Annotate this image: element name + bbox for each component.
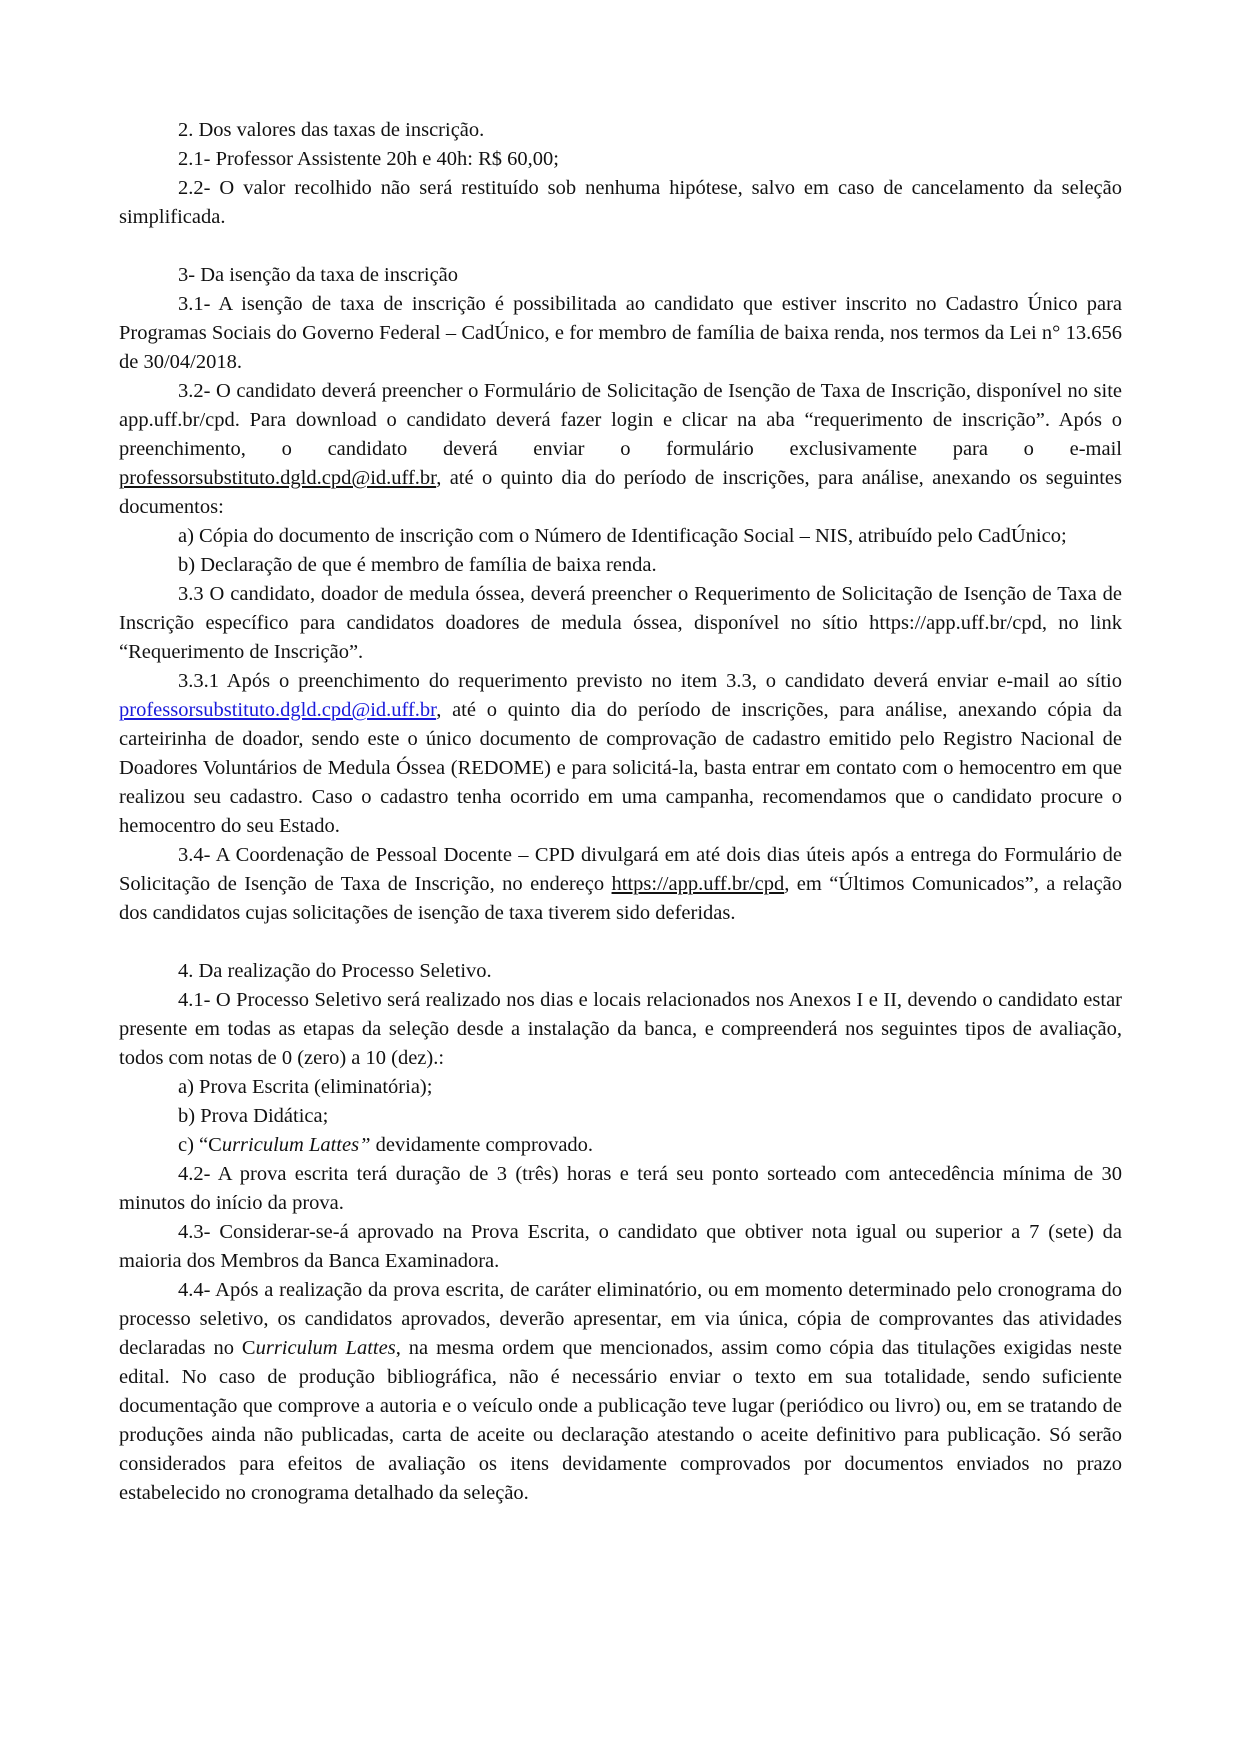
item-3-2-text-end: , até o quinto dia do período de inscrições, para análise, anexando os seguintes documentos: (119, 467, 1122, 518)
item-4-1-c (119, 1131, 1122, 1160)
item-3-2-b: b) Declaração de que é membro de família de baixa renda. (178, 554, 657, 576)
section-4-heading: 4. Da realização do Processo Seletivo. (178, 960, 492, 982)
item-4-4 (119, 1276, 1122, 1508)
item-3-1: 3.1- A isenção de taxa de inscrição é possibilitada ao candidato que estiver inscrito no Cadastro Único para Programas Sociais do Governo Federal – CadÚnico, e for membro de família de baixa renda, nos termos da Lei n° 13.656 de 30/04/2018. (119, 293, 1122, 373)
item-4-1-c-suffix: devidamente comprovado. (370, 1134, 594, 1156)
item-3-2-text: 3.2- O candidato deverá preencher o Formulário de Solicitação de Isenção de Taxa de Inscrição, disponível no site app.uff.br/cpd. Para download o candidato deverá fazer login e clicar na aba “requerimento de inscrição”. Após o preenchimento, o candidato deverá enviar o formulário exclusivamente para o e-mail (119, 380, 1122, 460)
email-link-blue[interactable]: professorsubstituto.dgld.cpd@id.uff.br (119, 699, 437, 721)
item-2-2: 2.2- O valor recolhido não será restituído sob nenhuma hipótese, salvo em caso de cancelamento da seleção simplificada. (119, 177, 1122, 228)
item-3-2-a: a) Cópia do documento de inscrição com o Número de Identificação Social – NIS, atribuído pelo CadÚnico; (178, 525, 1067, 547)
cpd-site-link[interactable]: https://app.uff.br/cpd (611, 873, 785, 895)
item-4-1-c-italic: urriculum Lattes” (221, 1134, 371, 1156)
item-4-4-text-end: , na mesma ordem que mencionados, assim como cópia das titulações exigidas neste edital. No caso de produção bibliográfica, não é necessário enviar o texto em sua totalidade, sendo suficiente documentação que comprove a autoria e o veículo onde a publicação teve lugar (periódico ou livro) ou, em se tratando de produções ainda não publicadas, carta de aceite ou declaração atestando o aceite definitivo para publicação. Só serão considerados para efeitos de avaliação os itens devidamente comprovados por documentos enviados no prazo estabelecido no cronograma detalhado da seleção. (119, 1337, 1122, 1504)
section-3-heading: 3- Da isenção da taxa de inscrição (178, 264, 459, 286)
item-3-4 (119, 841, 1122, 928)
item-3-3-1 (119, 667, 1122, 841)
item-3-3: 3.3 O candidato, doador de medula óssea, deverá preencher o Requerimento de Solicitação de Isenção de Taxa de Inscrição específico para candidatos doadores de medula óssea, disponível no sítio https://app.uff.br/cpd, no link “Requerimento de Inscrição”. (119, 583, 1122, 663)
item-4-4-italic: urriculum Lattes (255, 1337, 396, 1359)
item-4-1-c-prefix: c) “C (178, 1134, 222, 1156)
item-4-1-a: a) Prova Escrita (eliminatória); (178, 1076, 433, 1098)
item-3-3-1-text-end: , até o quinto dia do período de inscrições, para análise, anexando cópia da carteirinha de doador, sendo este o único documento de comprovação de cadastro emitido pelo Registro Nacional de Doadores Voluntários de Medula Óssea (REDOME) e para solicitá-la, basta entrar em contato com o hemocentro em que realizou seu cadastro. Caso o cadastro tenha ocorrido em uma campanha, recomendamos que o candidato procure o hemocentro do seu Estado. (119, 699, 1122, 837)
section-2 (119, 116, 1122, 232)
item-3-4-text: 3.4- A Coordenação de Pessoal Docente – CPD divulgará em até dois dias úteis após a entrega do Formulário de Solicitação de Isenção de Taxa de Inscrição, no endereço (119, 844, 1122, 895)
item-4-2: 4.2- A prova escrita terá duração de 3 (três) horas e terá seu ponto sorteado com antecedência mínima de 30 minutos do início da prova. (119, 1163, 1122, 1214)
item-4-1: 4.1- O Processo Seletivo será realizado nos dias e locais relacionados nos Anexos I e II, devendo o candidato estar presente em todas as etapas da seleção desde a instalação da banca, e compreenderá nos seguintes tipos de avaliação, todos com notas de 0 (zero) a 10 (dez).: (119, 989, 1122, 1069)
spacer (119, 232, 1122, 261)
item-4-4-text: 4.4- Após a realização da prova escrita, de caráter eliminatório, ou em momento determinado pelo cronograma do processo seletivo, os candidatos aprovados, deverão apresentar, em via única, cópia de comprovantes das atividades declaradas no C (119, 1279, 1122, 1359)
item-3-4-text-end: , em “Últimos Comunicados”, a relação dos candidatos cujas solicitações de isenção de taxa tiverem sido deferidas. (119, 873, 1122, 924)
item-3-2 (119, 377, 1122, 522)
section-4 (119, 957, 1122, 1508)
email-link[interactable]: professorsubstituto.dgld.cpd@id.uff.br (119, 467, 437, 489)
item-2-1: 2.1- Professor Assistente 20h e 40h: R$ 60,00; (178, 148, 559, 170)
item-4-1-b: b) Prova Didática; (178, 1105, 329, 1127)
item-3-3-1-text: 3.3.1 Após o preenchimento do requerimento previsto no item 3.3, o candidato deverá enviar e-mail ao sítio (178, 670, 1122, 692)
spacer (119, 928, 1122, 957)
section-3 (119, 261, 1122, 928)
section-2-heading: 2. Dos valores das taxas de inscrição. (178, 119, 485, 141)
item-4-3: 4.3- Considerar-se-á aprovado na Prova Escrita, o candidato que obtiver nota igual ou superior a 7 (sete) da maioria dos Membros da Banca Examinadora. (119, 1221, 1122, 1272)
